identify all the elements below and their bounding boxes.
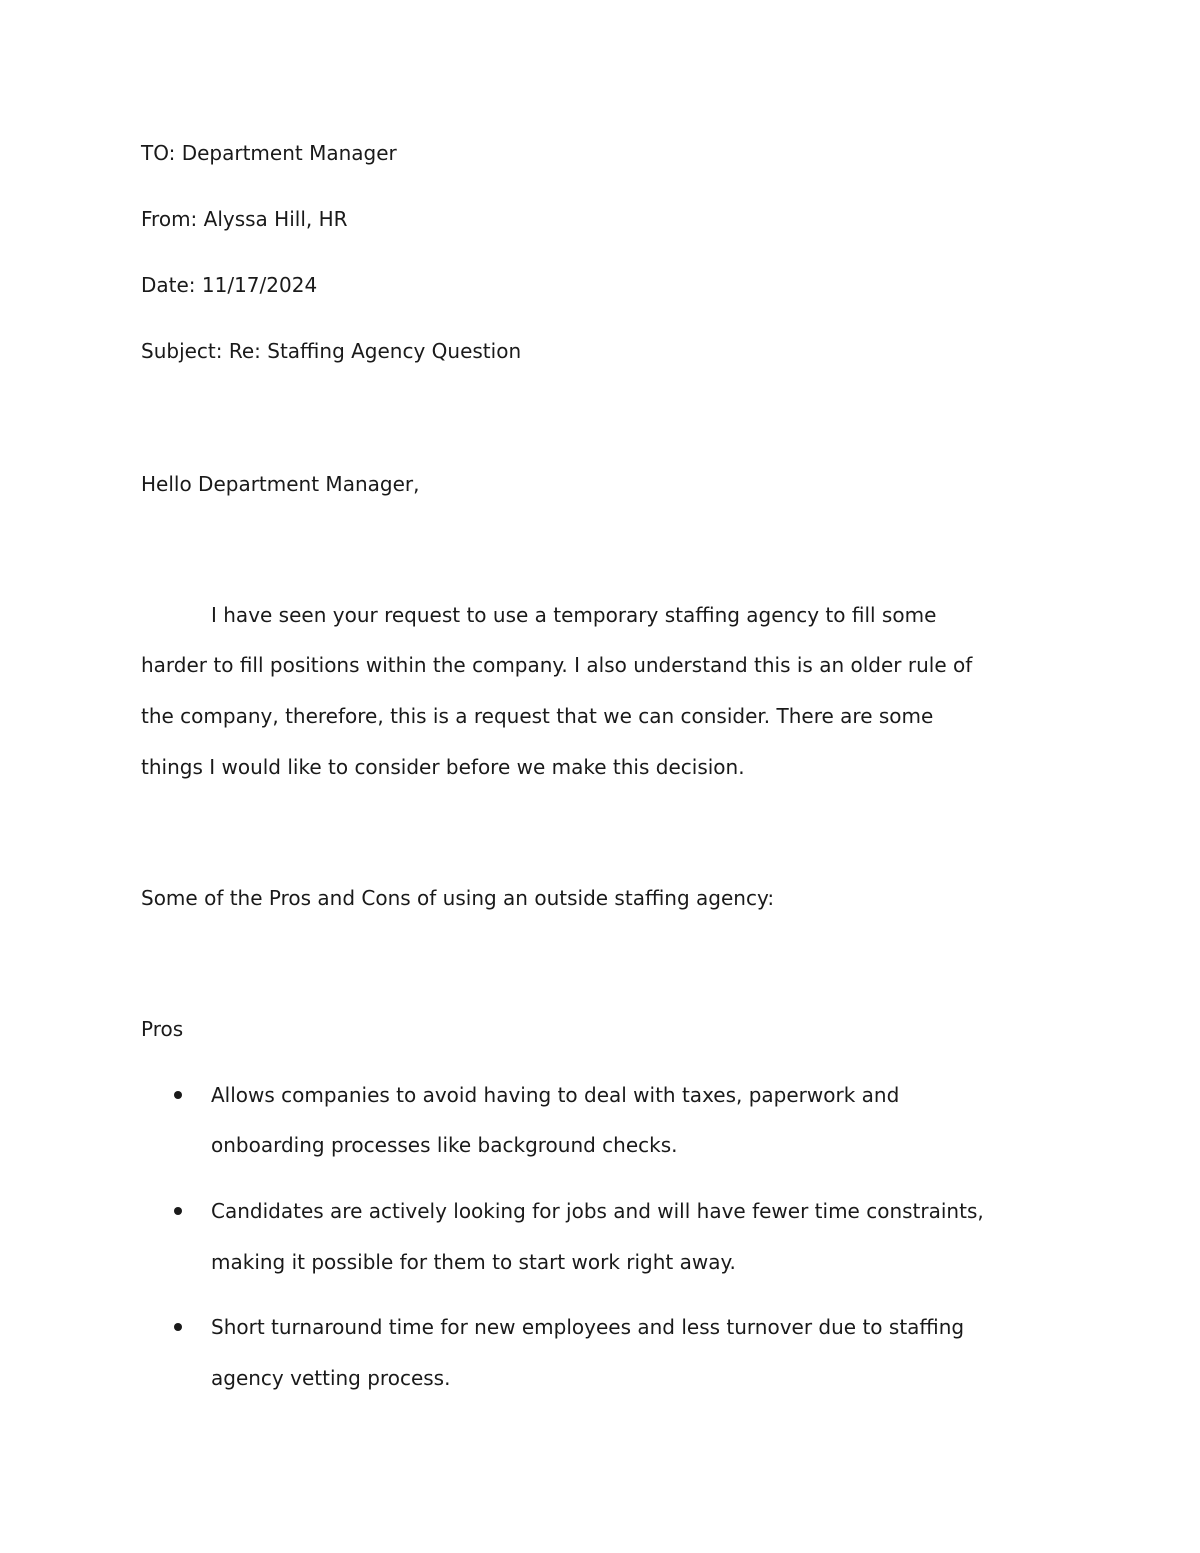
pros-item-line: onboarding processes like background checks. [211,1133,678,1157]
intro-paragraph-line: the company, therefore, this is a request that we can consider. There are some [141,704,934,728]
memo-from: From: Alyssa Hill, HR [141,207,348,231]
pros-heading: Pros [141,1017,184,1041]
pros-cons-intro: Some of the Pros and Cons of using an outside staffing agency: [141,886,775,910]
intro-paragraph-line: I have seen your request to use a temporary staffing agency to fill some [211,603,937,627]
intro-paragraph-line: things I would like to consider before we make this decision. [141,755,745,779]
intro-paragraph-line: harder to fill positions within the company. I also understand this is an older rule of [141,653,973,677]
bullet-icon [174,1091,182,1099]
pros-item-line: making it possible for them to start work right away. [211,1250,736,1274]
bullet-icon [174,1323,182,1331]
memo-subject: Subject: Re: Staffing Agency Question [141,339,522,363]
bullet-icon [174,1207,182,1215]
pros-item-line: Candidates are actively looking for jobs and will have fewer time constraints, [211,1199,984,1223]
memo-date: Date: 11/17/2024 [141,273,318,297]
pros-item-line: agency vetting process. [211,1366,451,1390]
memo-to: TO: Department Manager [141,141,397,165]
pros-item-line: Short turnaround time for new employees and less turnover due to staffing [211,1315,965,1339]
greeting: Hello Department Manager, [141,472,420,496]
pros-item-line: Allows companies to avoid having to deal with taxes, paperwork and [211,1083,900,1107]
